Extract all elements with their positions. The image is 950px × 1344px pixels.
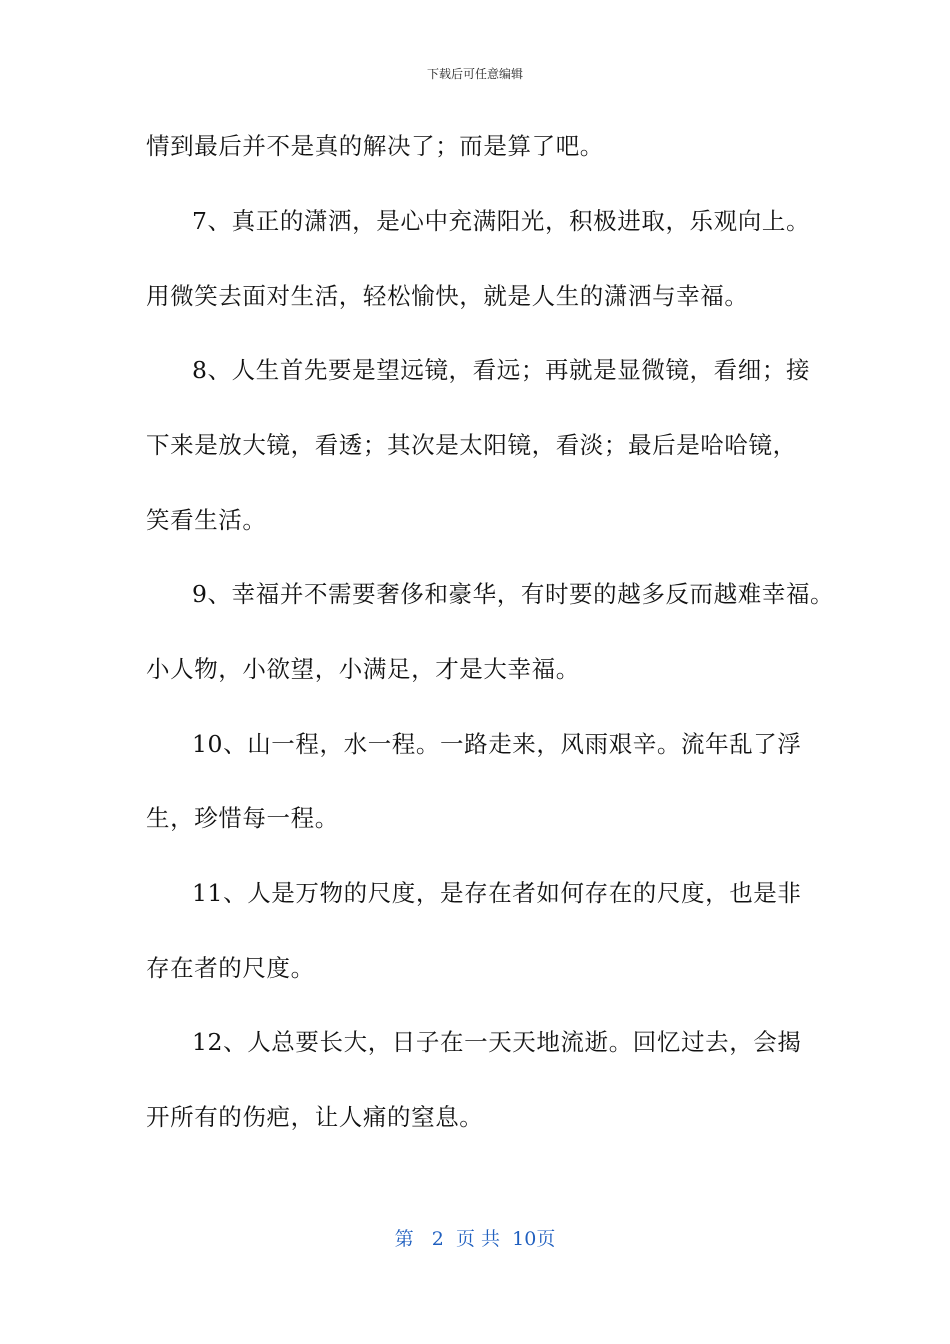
text-line: 情到最后并不是真的解决了；而是算了吧。 xyxy=(146,132,604,160)
text-line: 笑看生活。 xyxy=(146,506,267,534)
text-line: 存在者的尺度。 xyxy=(146,954,315,982)
text-line: 用微笑去面对生活，轻松愉快，就是人生的潇洒与幸福。 xyxy=(146,282,749,310)
footer-middle: 页 共 xyxy=(455,1228,501,1250)
text-line: 开所有的伤疤，让人痛的窒息。 xyxy=(146,1103,484,1131)
footer-suffix: 页 xyxy=(536,1228,556,1250)
page-header-note: 下载后可任意编辑 xyxy=(426,67,523,81)
footer-total-pages: 10 xyxy=(512,1228,537,1250)
text-line: 小人物，小欲望，小满足，才是大幸福。 xyxy=(146,655,580,683)
page-footer xyxy=(0,1226,950,1252)
text-line: 7、真正的潇洒，是心中充满阳光，积极进取，乐观向上。 xyxy=(192,207,811,235)
footer-prefix: 第 xyxy=(394,1228,414,1250)
text-line: 10、山一程，水一程。一路走来，风雨艰辛。流年乱了浮 xyxy=(192,730,802,758)
text-line: 下来是放大镜，看透；其次是太阳镜，看淡；最后是哈哈镜， xyxy=(146,431,797,459)
text-line: 11、人是万物的尺度，是存在者如何存在的尺度，也是非 xyxy=(192,879,802,907)
text-line: 12、人总要长大，日子在一天天地流逝。回忆过去，会揭 xyxy=(192,1028,802,1056)
footer-current-page: 2 xyxy=(431,1228,444,1250)
text-line: 8、人生首先要是望远镜，看远；再就是显微镜，看细；接 xyxy=(192,356,811,384)
text-line: 9、幸福并不需要奢侈和豪华，有时要的越多反而越难幸福。 xyxy=(192,580,835,608)
text-line: 生，珍惜每一程。 xyxy=(146,804,339,832)
